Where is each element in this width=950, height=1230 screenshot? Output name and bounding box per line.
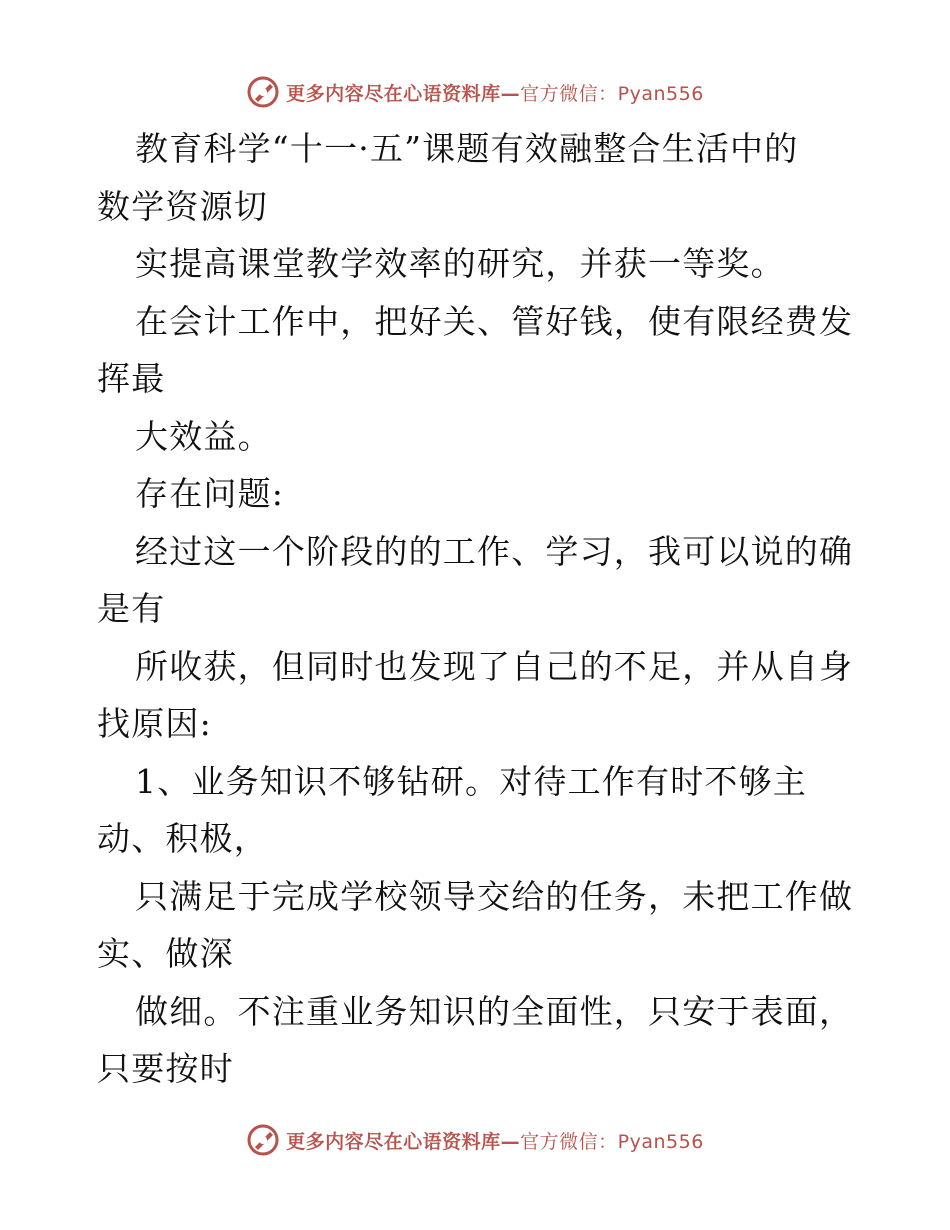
footer-banner — [0, 1120, 950, 1160]
text-line: 实、做深 — [97, 934, 234, 973]
text-line: 大效益。 — [135, 416, 272, 456]
text-line: 是有 — [97, 589, 166, 628]
footer-banner-text: 更多内容尽在心语资料库—官方微信：Pyan556 — [286, 1130, 704, 1153]
text-line: 所收获，但同时也发现了自己的不足，并从自身 — [135, 646, 854, 686]
text-line: 做细。不注重业务知识的全面性，只安于表面， — [135, 991, 854, 1031]
text-line: 存在问题: — [135, 474, 285, 513]
header-wechat-text: 官方微信：Pyan556 — [520, 82, 704, 105]
document-body — [97, 120, 857, 1098]
text-line: 经过这一个阶段的的工作、学习，我可以说的确 — [135, 531, 854, 571]
text-line: 教育科学“十一·五”课题有效融整合生活中的 — [135, 129, 799, 168]
text-line: 数学资源切 — [97, 186, 268, 226]
logo-icon — [246, 1123, 280, 1157]
text-line: 只要按时 — [97, 1049, 234, 1088]
text-line: 动、积极， — [97, 819, 268, 858]
text-line: 实提高课堂教学效率的研究，并获一等奖。 — [135, 244, 785, 283]
text-line: 挥最 — [97, 359, 166, 398]
header-banner — [0, 72, 950, 112]
text-line: 在会计工作中，把好关、管好钱，使有限经费发 — [135, 301, 854, 341]
text-line: 找原因: — [97, 704, 212, 743]
text-line: 1、业务知识不够钻研。对待工作有时不够主 — [135, 761, 807, 801]
logo-icon — [246, 75, 280, 109]
header-banner-text: 更多内容尽在心语资料库—官方微信：Pyan556 — [286, 82, 704, 105]
footer-wechat-text: 官方微信：Pyan556 — [520, 1130, 704, 1153]
text-line: 只满足于完成学校领导交给的任务，未把工作做 — [135, 876, 854, 916]
